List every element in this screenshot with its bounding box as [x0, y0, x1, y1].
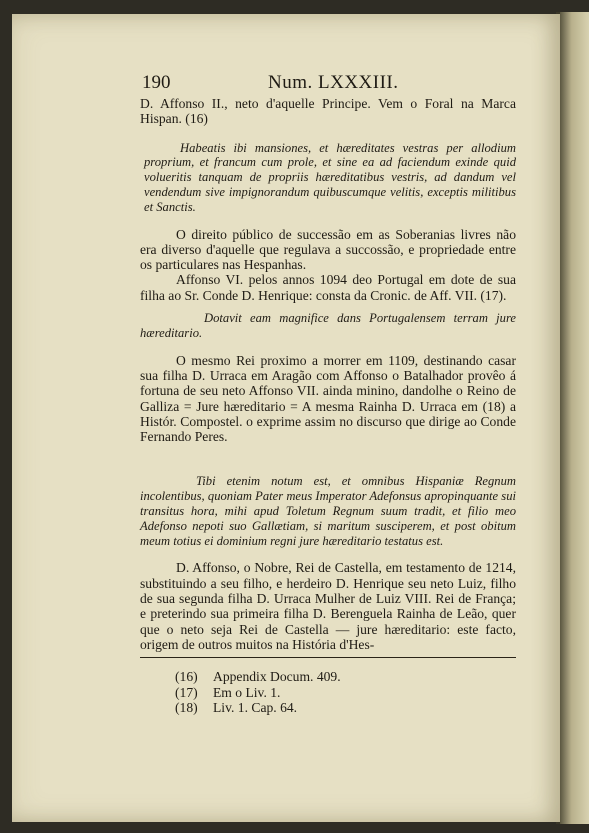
- paragraph-affonso-ii: D. Affonso II., neto d'aquelle Principe. Vem o Foral na Marca Hispan. (16): [140, 96, 516, 127]
- footnote-17: [175, 685, 341, 701]
- latin-quote-tibi: Tibi etenim notum est, et omnibus Hispaniæ Regnum incolentibus, quoniam Pater meus Imperator Adefonsus apropinquante sui transitus hora, mihi apud Toletum Regnum suum tradit, et filio meo Adefonso nepoti suo Gallætiam, si maritum susciperem, et post obitum meum totius ei dominium regni jure hæreditario testatus est.: [140, 474, 516, 548]
- footnote-text: Appendix Docum. 409.: [213, 669, 341, 684]
- footnote-16: [175, 669, 341, 685]
- latin-quote-foral: Habeatis ibi mansiones, et hæreditates vestras per allodium proprium, et francum cum prole, et sine ea ad faciendum exinde quid volueritis tanquam de propriis hæreditatibus vestris, ad dandum vel vendendum sive impignorandum quibuscumque velitis, exceptis militibus et Sanctis.: [144, 140, 516, 214]
- page-number: 190: [142, 72, 171, 93]
- page-header: [130, 72, 520, 96]
- running-title: Num. LXXXIII.: [268, 72, 399, 93]
- footnotes: [175, 669, 341, 716]
- footnote-mark: (16): [175, 669, 198, 684]
- footnote-18: [175, 700, 341, 716]
- footnote-rule: [140, 657, 516, 658]
- footnote-mark: (18): [175, 700, 198, 716]
- footnote-mark: (17): [175, 684, 198, 700]
- facing-page-edge: [560, 12, 589, 824]
- paragraph-direito-publico: O direito público de successão em as Soberanias livres não era diverso d'aquelle que regulava a succossão, e propriedade entre os particulares nas Hespanhas.: [140, 226, 516, 273]
- footnote-text: Liv. 1. Cap. 64.: [213, 700, 298, 716]
- latin-quote-dotavit: Dotavit eam magnifice dans Portugalensem terram jure hæreditario.: [140, 311, 516, 340]
- footnote-text: Em o Liv. 1.: [213, 684, 281, 700]
- page-body: [140, 96, 516, 652]
- paragraph-affonso-nobre: D. Affonso, o Nobre, Rei de Castella, em testamento de 1214, substituindo a seu filho, e herdeiro D. Henrique seu neto Luiz, filho de sua segunda filha D. Urraca Mulher de Luiz VIII. Rei de França; e preterindo sua primeira filha D. Berenguela Rainha de Leão, quer que o neto seja Rei de Castella — jure hæreditario: este facto, origem de outros muitos na História d'Hes-: [140, 560, 516, 652]
- paragraph-mesmo-rei: O mesmo Rei proximo a morrer em 1109, destinando casar sua filha D. Urraca em Aragão com Affonso o Batalhador provêo á fortuna de seu neto Affonso VII. ainda minino, dandolhe o Reino de Galliza = Jure hæreditario = A mesma Rainha D. Urraca em (18) a Histór. Compostel. o exprime assim no discurso que dirige ao Conde Fernando Peres.: [140, 352, 516, 445]
- paragraph-affonso-vi: Affonso VI. pelos annos 1094 deo Portugal em dote de sua filha ao Sr. Conde D. Henrique: consta da Cronic. de Aff. VII. (17).: [140, 272, 516, 303]
